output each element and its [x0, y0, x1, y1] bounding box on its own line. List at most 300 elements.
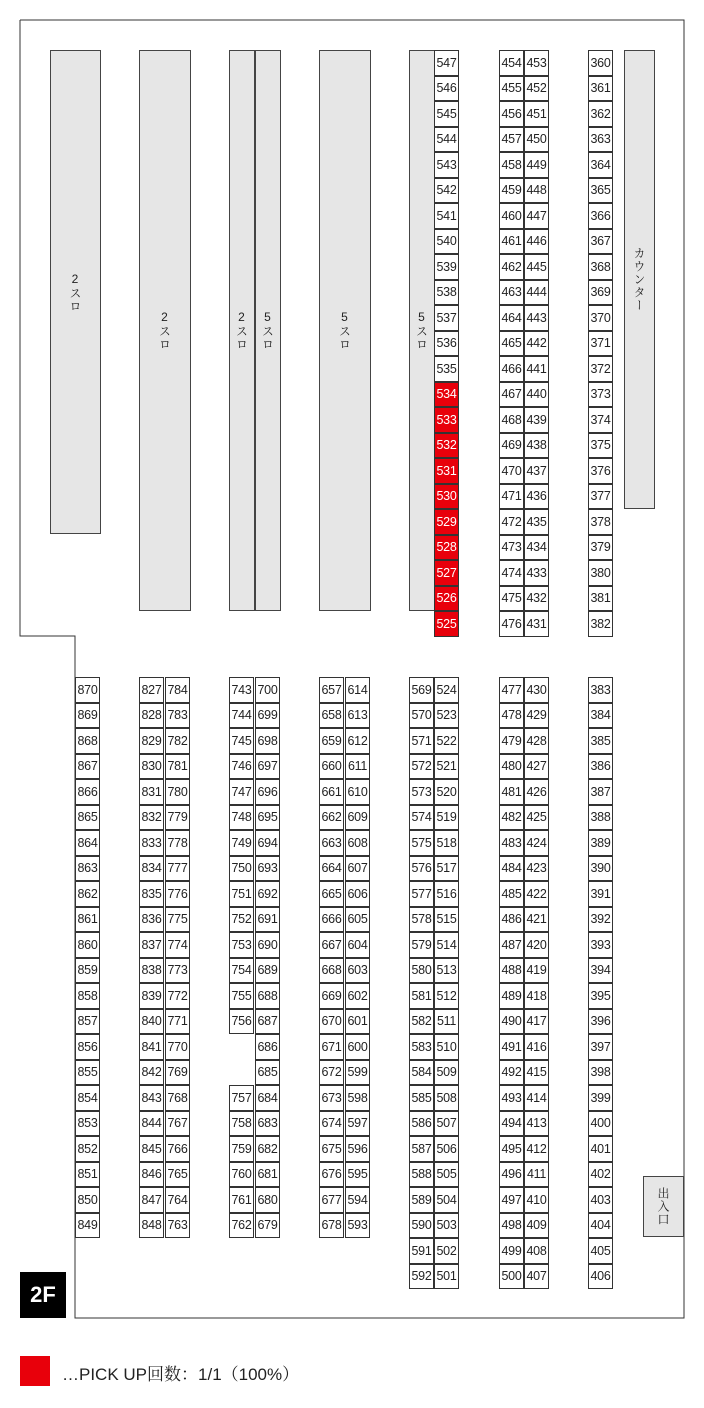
- machine-cell[interactable]: 827: [139, 677, 164, 703]
- machine-cell[interactable]: 686: [255, 1034, 280, 1060]
- machine-cell[interactable]: 502: [434, 1238, 459, 1264]
- machine-cell[interactable]: 857: [75, 1009, 100, 1035]
- machine-cell[interactable]: 492: [499, 1060, 524, 1086]
- machine-cell[interactable]: 389: [588, 830, 613, 856]
- machine-cell[interactable]: 579: [409, 932, 434, 958]
- machine-cell[interactable]: 468: [499, 407, 524, 433]
- machine-cell[interactable]: 682: [255, 1136, 280, 1162]
- machine-cell[interactable]: 602: [345, 983, 370, 1009]
- machine-cell[interactable]: 771: [165, 1009, 190, 1035]
- machine-cell[interactable]: 841: [139, 1034, 164, 1060]
- machine-cell[interactable]: 538: [434, 280, 459, 306]
- machine-cell[interactable]: 416: [524, 1034, 549, 1060]
- machine-cell[interactable]: 695: [255, 805, 280, 831]
- machine-cell[interactable]: 777: [165, 856, 190, 882]
- machine-cell[interactable]: 575: [409, 830, 434, 856]
- machine-cell[interactable]: 588: [409, 1162, 434, 1188]
- machine-cell[interactable]: 458: [499, 152, 524, 178]
- machine-cell[interactable]: 868: [75, 728, 100, 754]
- machine-cell[interactable]: 867: [75, 754, 100, 780]
- machine-cell[interactable]: 421: [524, 907, 549, 933]
- machine-cell-picked[interactable]: 525: [434, 611, 459, 637]
- machine-cell[interactable]: 772: [165, 983, 190, 1009]
- machine-cell[interactable]: 411: [524, 1162, 549, 1188]
- machine-cell-picked[interactable]: 527: [434, 560, 459, 586]
- machine-cell[interactable]: 542: [434, 178, 459, 204]
- machine-cell[interactable]: 671: [319, 1034, 344, 1060]
- machine-cell[interactable]: 369: [588, 280, 613, 306]
- machine-cell[interactable]: 493: [499, 1085, 524, 1111]
- machine-cell[interactable]: 743: [229, 677, 254, 703]
- machine-cell[interactable]: 605: [345, 907, 370, 933]
- machine-cell[interactable]: 387: [588, 779, 613, 805]
- machine-cell[interactable]: 859: [75, 958, 100, 984]
- machine-cell[interactable]: 864: [75, 830, 100, 856]
- machine-cell[interactable]: 375: [588, 433, 613, 459]
- machine-cell[interactable]: 749: [229, 830, 254, 856]
- machine-cell[interactable]: 775: [165, 907, 190, 933]
- machine-cell[interactable]: 760: [229, 1162, 254, 1188]
- machine-cell[interactable]: 362: [588, 101, 613, 127]
- machine-cell[interactable]: 478: [499, 703, 524, 729]
- machine-cell[interactable]: 485: [499, 881, 524, 907]
- machine-cell[interactable]: 438: [524, 433, 549, 459]
- machine-cell[interactable]: 843: [139, 1085, 164, 1111]
- machine-cell[interactable]: 766: [165, 1136, 190, 1162]
- machine-cell[interactable]: 479: [499, 728, 524, 754]
- machine-cell[interactable]: 494: [499, 1111, 524, 1137]
- machine-cell[interactable]: 516: [434, 881, 459, 907]
- machine-cell[interactable]: 432: [524, 586, 549, 612]
- machine-cell[interactable]: 606: [345, 881, 370, 907]
- machine-cell[interactable]: 455: [499, 76, 524, 102]
- machine-cell[interactable]: 423: [524, 856, 549, 882]
- machine-cell[interactable]: 405: [588, 1238, 613, 1264]
- machine-cell[interactable]: 417: [524, 1009, 549, 1035]
- machine-cell[interactable]: 700: [255, 677, 280, 703]
- machine-cell[interactable]: 427: [524, 754, 549, 780]
- machine-cell[interactable]: 612: [345, 728, 370, 754]
- machine-cell[interactable]: 445: [524, 254, 549, 280]
- machine-cell[interactable]: 415: [524, 1060, 549, 1086]
- machine-cell[interactable]: 547: [434, 50, 459, 76]
- machine-cell[interactable]: 677: [319, 1187, 344, 1213]
- machine-cell[interactable]: 400: [588, 1111, 613, 1137]
- machine-cell[interactable]: 454: [499, 50, 524, 76]
- machine-cell[interactable]: 397: [588, 1034, 613, 1060]
- machine-cell-picked[interactable]: 531: [434, 458, 459, 484]
- machine-cell[interactable]: 866: [75, 779, 100, 805]
- machine-cell[interactable]: 861: [75, 907, 100, 933]
- machine-cell[interactable]: 614: [345, 677, 370, 703]
- machine-cell-picked[interactable]: 529: [434, 509, 459, 535]
- machine-cell[interactable]: 832: [139, 805, 164, 831]
- machine-cell[interactable]: 846: [139, 1162, 164, 1188]
- machine-cell[interactable]: 576: [409, 856, 434, 882]
- machine-cell[interactable]: 420: [524, 932, 549, 958]
- machine-cell[interactable]: 668: [319, 958, 344, 984]
- machine-cell[interactable]: 572: [409, 754, 434, 780]
- machine-cell[interactable]: 747: [229, 779, 254, 805]
- machine-cell[interactable]: 442: [524, 331, 549, 357]
- machine-cell-picked[interactable]: 530: [434, 484, 459, 510]
- machine-cell[interactable]: 574: [409, 805, 434, 831]
- machine-cell[interactable]: 665: [319, 881, 344, 907]
- machine-cell[interactable]: 498: [499, 1213, 524, 1239]
- machine-cell[interactable]: 515: [434, 907, 459, 933]
- machine-cell[interactable]: 537: [434, 305, 459, 331]
- machine-cell[interactable]: 600: [345, 1034, 370, 1060]
- machine-cell[interactable]: 484: [499, 856, 524, 882]
- machine-cell[interactable]: 372: [588, 356, 613, 382]
- machine-cell[interactable]: 413: [524, 1111, 549, 1137]
- machine-cell[interactable]: 444: [524, 280, 549, 306]
- machine-cell[interactable]: 844: [139, 1111, 164, 1137]
- machine-cell[interactable]: 688: [255, 983, 280, 1009]
- machine-cell[interactable]: 591: [409, 1238, 434, 1264]
- machine-cell-picked[interactable]: 533: [434, 407, 459, 433]
- machine-cell[interactable]: 584: [409, 1060, 434, 1086]
- machine-cell[interactable]: 773: [165, 958, 190, 984]
- machine-cell[interactable]: 782: [165, 728, 190, 754]
- machine-cell[interactable]: 404: [588, 1213, 613, 1239]
- machine-cell[interactable]: 459: [499, 178, 524, 204]
- machine-cell[interactable]: 519: [434, 805, 459, 831]
- machine-cell[interactable]: 569: [409, 677, 434, 703]
- machine-cell[interactable]: 596: [345, 1136, 370, 1162]
- machine-cell[interactable]: 465: [499, 331, 524, 357]
- machine-cell[interactable]: 407: [524, 1264, 549, 1290]
- machine-cell[interactable]: 659: [319, 728, 344, 754]
- machine-cell[interactable]: 504: [434, 1187, 459, 1213]
- machine-cell[interactable]: 377: [588, 484, 613, 510]
- machine-cell[interactable]: 364: [588, 152, 613, 178]
- machine-cell[interactable]: 419: [524, 958, 549, 984]
- machine-cell[interactable]: 450: [524, 127, 549, 153]
- machine-cell[interactable]: 592: [409, 1264, 434, 1290]
- machine-cell[interactable]: 851: [75, 1162, 100, 1188]
- machine-cell[interactable]: 673: [319, 1085, 344, 1111]
- machine-cell[interactable]: 580: [409, 958, 434, 984]
- machine-cell[interactable]: 391: [588, 881, 613, 907]
- machine-cell-picked[interactable]: 534: [434, 382, 459, 408]
- machine-cell[interactable]: 586: [409, 1111, 434, 1137]
- machine-cell[interactable]: 472: [499, 509, 524, 535]
- machine-cell[interactable]: 457: [499, 127, 524, 153]
- machine-cell[interactable]: 657: [319, 677, 344, 703]
- machine-cell[interactable]: 518: [434, 830, 459, 856]
- machine-cell[interactable]: 601: [345, 1009, 370, 1035]
- machine-cell[interactable]: 392: [588, 907, 613, 933]
- machine-cell[interactable]: 689: [255, 958, 280, 984]
- machine-cell[interactable]: 610: [345, 779, 370, 805]
- machine-cell[interactable]: 437: [524, 458, 549, 484]
- machine-cell[interactable]: 396: [588, 1009, 613, 1035]
- machine-cell[interactable]: 752: [229, 907, 254, 933]
- machine-cell[interactable]: 508: [434, 1085, 459, 1111]
- machine-cell[interactable]: 582: [409, 1009, 434, 1035]
- machine-cell[interactable]: 674: [319, 1111, 344, 1137]
- machine-cell[interactable]: 685: [255, 1060, 280, 1086]
- machine-cell[interactable]: 770: [165, 1034, 190, 1060]
- machine-cell[interactable]: 401: [588, 1136, 613, 1162]
- machine-cell[interactable]: 414: [524, 1085, 549, 1111]
- machine-cell[interactable]: 571: [409, 728, 434, 754]
- machine-cell[interactable]: 856: [75, 1034, 100, 1060]
- machine-cell[interactable]: 858: [75, 983, 100, 1009]
- machine-cell[interactable]: 759: [229, 1136, 254, 1162]
- machine-cell[interactable]: 758: [229, 1111, 254, 1137]
- machine-cell[interactable]: 471: [499, 484, 524, 510]
- machine-cell-picked[interactable]: 528: [434, 535, 459, 561]
- machine-cell[interactable]: 839: [139, 983, 164, 1009]
- machine-cell[interactable]: 860: [75, 932, 100, 958]
- machine-cell[interactable]: 540: [434, 229, 459, 255]
- machine-cell[interactable]: 469: [499, 433, 524, 459]
- machine-cell[interactable]: 594: [345, 1187, 370, 1213]
- machine-cell[interactable]: 544: [434, 127, 459, 153]
- machine-cell[interactable]: 678: [319, 1213, 344, 1239]
- machine-cell[interactable]: 830: [139, 754, 164, 780]
- machine-cell[interactable]: 870: [75, 677, 100, 703]
- machine-cell[interactable]: 371: [588, 331, 613, 357]
- machine-cell[interactable]: 470: [499, 458, 524, 484]
- machine-cell[interactable]: 751: [229, 881, 254, 907]
- machine-cell[interactable]: 426: [524, 779, 549, 805]
- machine-cell[interactable]: 765: [165, 1162, 190, 1188]
- machine-cell[interactable]: 761: [229, 1187, 254, 1213]
- machine-cell[interactable]: 398: [588, 1060, 613, 1086]
- machine-cell[interactable]: 523: [434, 703, 459, 729]
- machine-cell[interactable]: 517: [434, 856, 459, 882]
- machine-cell[interactable]: 849: [75, 1213, 100, 1239]
- machine-cell[interactable]: 520: [434, 779, 459, 805]
- machine-cell[interactable]: 546: [434, 76, 459, 102]
- machine-cell[interactable]: 698: [255, 728, 280, 754]
- machine-cell[interactable]: 408: [524, 1238, 549, 1264]
- machine-cell[interactable]: 495: [499, 1136, 524, 1162]
- machine-cell[interactable]: 460: [499, 203, 524, 229]
- machine-cell[interactable]: 541: [434, 203, 459, 229]
- machine-cell[interactable]: 440: [524, 382, 549, 408]
- machine-cell[interactable]: 486: [499, 907, 524, 933]
- machine-cell[interactable]: 570: [409, 703, 434, 729]
- machine-cell[interactable]: 497: [499, 1187, 524, 1213]
- machine-cell[interactable]: 434: [524, 535, 549, 561]
- machine-cell[interactable]: 522: [434, 728, 459, 754]
- machine-cell[interactable]: 658: [319, 703, 344, 729]
- machine-cell[interactable]: 583: [409, 1034, 434, 1060]
- machine-cell[interactable]: 604: [345, 932, 370, 958]
- machine-cell[interactable]: 462: [499, 254, 524, 280]
- machine-cell[interactable]: 365: [588, 178, 613, 204]
- machine-cell[interactable]: 505: [434, 1162, 459, 1188]
- machine-cell[interactable]: 845: [139, 1136, 164, 1162]
- machine-cell[interactable]: 489: [499, 983, 524, 1009]
- machine-cell[interactable]: 598: [345, 1085, 370, 1111]
- machine-cell[interactable]: 412: [524, 1136, 549, 1162]
- machine-cell[interactable]: 487: [499, 932, 524, 958]
- machine-cell[interactable]: 410: [524, 1187, 549, 1213]
- machine-cell[interactable]: 750: [229, 856, 254, 882]
- machine-cell[interactable]: 776: [165, 881, 190, 907]
- machine-cell[interactable]: 374: [588, 407, 613, 433]
- machine-cell[interactable]: 661: [319, 779, 344, 805]
- machine-cell[interactable]: 536: [434, 331, 459, 357]
- machine-cell[interactable]: 451: [524, 101, 549, 127]
- machine-cell[interactable]: 510: [434, 1034, 459, 1060]
- machine-cell[interactable]: 449: [524, 152, 549, 178]
- machine-cell[interactable]: 691: [255, 907, 280, 933]
- machine-cell-picked[interactable]: 532: [434, 433, 459, 459]
- machine-cell[interactable]: 755: [229, 983, 254, 1009]
- machine-cell[interactable]: 477: [499, 677, 524, 703]
- machine-cell[interactable]: 476: [499, 611, 524, 637]
- machine-cell[interactable]: 831: [139, 779, 164, 805]
- machine-cell[interactable]: 863: [75, 856, 100, 882]
- machine-cell[interactable]: 511: [434, 1009, 459, 1035]
- machine-cell[interactable]: 779: [165, 805, 190, 831]
- machine-cell[interactable]: 829: [139, 728, 164, 754]
- machine-cell[interactable]: 780: [165, 779, 190, 805]
- machine-cell[interactable]: 491: [499, 1034, 524, 1060]
- machine-cell[interactable]: 430: [524, 677, 549, 703]
- machine-cell[interactable]: 784: [165, 677, 190, 703]
- machine-cell-picked[interactable]: 526: [434, 586, 459, 612]
- machine-cell[interactable]: 393: [588, 932, 613, 958]
- machine-cell[interactable]: 590: [409, 1213, 434, 1239]
- machine-cell[interactable]: 506: [434, 1136, 459, 1162]
- machine-cell[interactable]: 778: [165, 830, 190, 856]
- machine-cell[interactable]: 694: [255, 830, 280, 856]
- machine-cell[interactable]: 609: [345, 805, 370, 831]
- machine-cell[interactable]: 403: [588, 1187, 613, 1213]
- machine-cell[interactable]: 865: [75, 805, 100, 831]
- machine-cell[interactable]: 394: [588, 958, 613, 984]
- entrance[interactable]: [643, 1176, 684, 1237]
- machine-cell[interactable]: 593: [345, 1213, 370, 1239]
- machine-cell[interactable]: 603: [345, 958, 370, 984]
- machine-cell[interactable]: 854: [75, 1085, 100, 1111]
- machine-cell[interactable]: 464: [499, 305, 524, 331]
- machine-cell[interactable]: 577: [409, 881, 434, 907]
- machine-cell[interactable]: 684: [255, 1085, 280, 1111]
- machine-cell[interactable]: 379: [588, 535, 613, 561]
- machine-cell[interactable]: 834: [139, 856, 164, 882]
- machine-cell[interactable]: 836: [139, 907, 164, 933]
- machine-cell[interactable]: 744: [229, 703, 254, 729]
- machine-cell[interactable]: 524: [434, 677, 459, 703]
- machine-cell[interactable]: 512: [434, 983, 459, 1009]
- machine-cell[interactable]: 452: [524, 76, 549, 102]
- machine-cell[interactable]: 509: [434, 1060, 459, 1086]
- machine-cell[interactable]: 745: [229, 728, 254, 754]
- machine-cell[interactable]: 425: [524, 805, 549, 831]
- machine-cell[interactable]: 386: [588, 754, 613, 780]
- machine-cell[interactable]: 388: [588, 805, 613, 831]
- machine-cell[interactable]: 696: [255, 779, 280, 805]
- machine-cell[interactable]: 384: [588, 703, 613, 729]
- machine-cell[interactable]: 463: [499, 280, 524, 306]
- machine-cell[interactable]: 692: [255, 881, 280, 907]
- machine-cell[interactable]: 433: [524, 560, 549, 586]
- machine-cell[interactable]: 746: [229, 754, 254, 780]
- machine-cell[interactable]: 837: [139, 932, 164, 958]
- machine-cell[interactable]: 446: [524, 229, 549, 255]
- machine-cell[interactable]: 382: [588, 611, 613, 637]
- machine-cell[interactable]: 360: [588, 50, 613, 76]
- machine-cell[interactable]: 756: [229, 1009, 254, 1035]
- machine-cell[interactable]: 467: [499, 382, 524, 408]
- machine-cell[interactable]: 762: [229, 1213, 254, 1239]
- machine-cell[interactable]: 378: [588, 509, 613, 535]
- machine-cell[interactable]: 366: [588, 203, 613, 229]
- machine-cell[interactable]: 599: [345, 1060, 370, 1086]
- machine-cell[interactable]: 448: [524, 178, 549, 204]
- machine-cell[interactable]: 399: [588, 1085, 613, 1111]
- machine-cell[interactable]: 539: [434, 254, 459, 280]
- machine-cell[interactable]: 507: [434, 1111, 459, 1137]
- machine-cell[interactable]: 754: [229, 958, 254, 984]
- machine-cell[interactable]: 402: [588, 1162, 613, 1188]
- machine-cell[interactable]: 481: [499, 779, 524, 805]
- machine-cell[interactable]: 466: [499, 356, 524, 382]
- machine-cell[interactable]: 748: [229, 805, 254, 831]
- machine-cell[interactable]: 435: [524, 509, 549, 535]
- machine-cell[interactable]: 675: [319, 1136, 344, 1162]
- machine-cell[interactable]: 373: [588, 382, 613, 408]
- machine-cell[interactable]: 431: [524, 611, 549, 637]
- machine-cell[interactable]: 543: [434, 152, 459, 178]
- machine-cell[interactable]: 390: [588, 856, 613, 882]
- machine-cell[interactable]: 535: [434, 356, 459, 382]
- machine-cell[interactable]: 447: [524, 203, 549, 229]
- machine-cell[interactable]: 683: [255, 1111, 280, 1137]
- machine-cell[interactable]: 781: [165, 754, 190, 780]
- machine-cell[interactable]: 669: [319, 983, 344, 1009]
- machine-cell[interactable]: 381: [588, 586, 613, 612]
- machine-cell[interactable]: 436: [524, 484, 549, 510]
- machine-cell[interactable]: 581: [409, 983, 434, 1009]
- machine-cell[interactable]: 409: [524, 1213, 549, 1239]
- machine-cell[interactable]: 667: [319, 932, 344, 958]
- machine-cell[interactable]: 764: [165, 1187, 190, 1213]
- machine-cell[interactable]: 578: [409, 907, 434, 933]
- machine-cell[interactable]: 589: [409, 1187, 434, 1213]
- machine-cell[interactable]: 774: [165, 932, 190, 958]
- machine-cell[interactable]: 670: [319, 1009, 344, 1035]
- machine-cell[interactable]: 611: [345, 754, 370, 780]
- machine-cell[interactable]: 503: [434, 1213, 459, 1239]
- machine-cell[interactable]: 595: [345, 1162, 370, 1188]
- machine-cell[interactable]: 383: [588, 677, 613, 703]
- machine-cell[interactable]: 395: [588, 983, 613, 1009]
- machine-cell[interactable]: 367: [588, 229, 613, 255]
- machine-cell[interactable]: 855: [75, 1060, 100, 1086]
- machine-cell[interactable]: 461: [499, 229, 524, 255]
- machine-cell[interactable]: 501: [434, 1264, 459, 1290]
- machine-cell[interactable]: 607: [345, 856, 370, 882]
- machine-cell[interactable]: 847: [139, 1187, 164, 1213]
- machine-cell[interactable]: 499: [499, 1238, 524, 1264]
- machine-cell[interactable]: 521: [434, 754, 459, 780]
- machine-cell[interactable]: 514: [434, 932, 459, 958]
- machine-cell[interactable]: 474: [499, 560, 524, 586]
- machine-cell[interactable]: 422: [524, 881, 549, 907]
- machine-cell[interactable]: 848: [139, 1213, 164, 1239]
- machine-cell[interactable]: 664: [319, 856, 344, 882]
- machine-cell[interactable]: 690: [255, 932, 280, 958]
